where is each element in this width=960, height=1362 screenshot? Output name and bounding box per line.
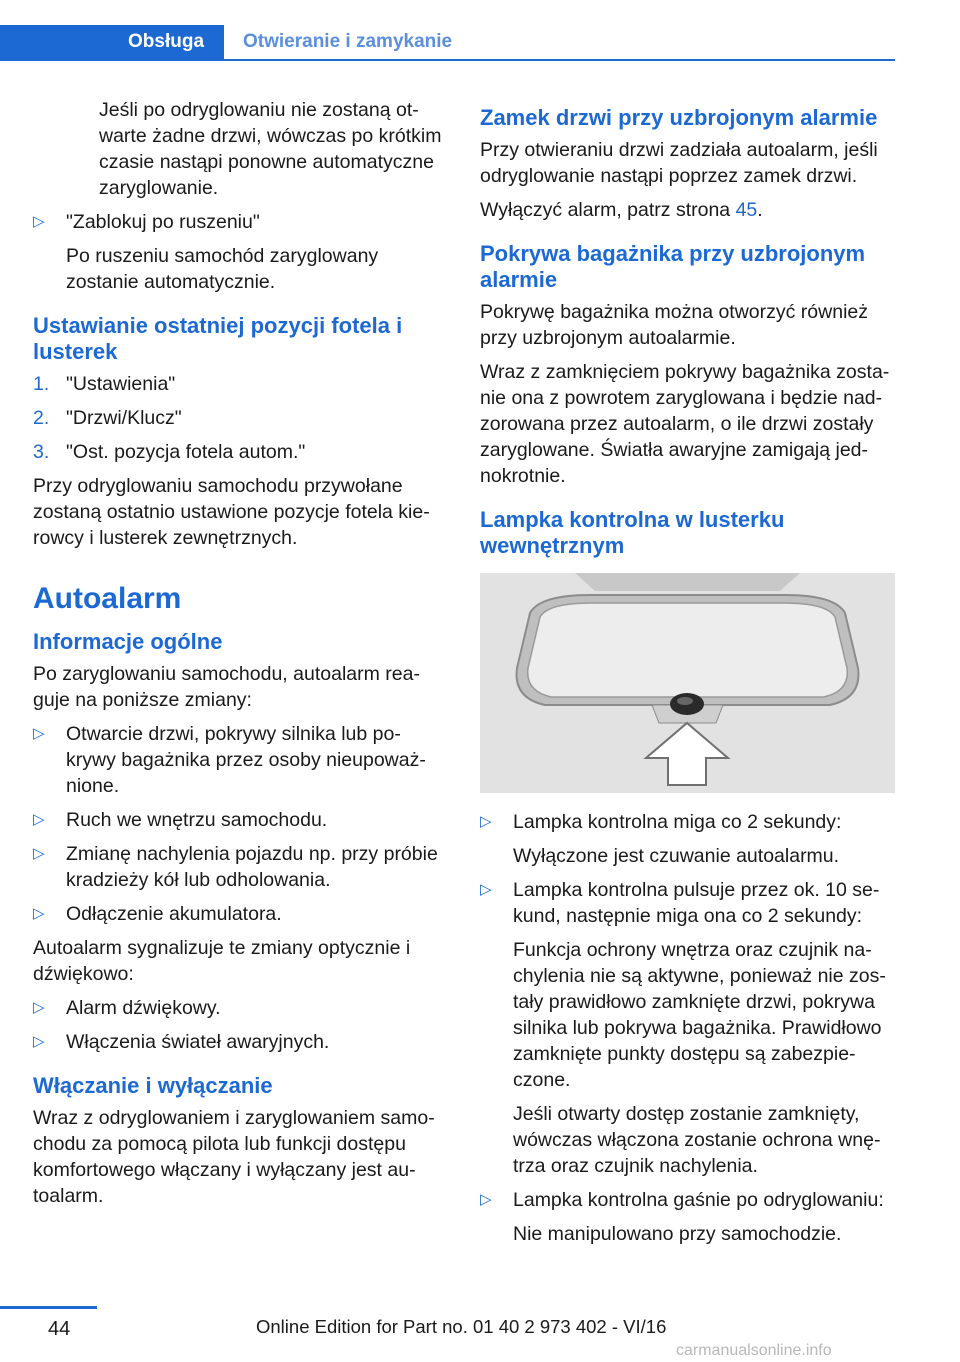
step-number: 2. <box>33 407 50 429</box>
list-item-subtext: Nie manipulowano przy samochodzie. <box>513 1223 842 1245</box>
triangle-right-icon: ▷ <box>33 999 45 1016</box>
list-item <box>33 721 448 799</box>
list-item-subtext: Wyłączone jest czuwanie autoalarmu. <box>513 845 840 867</box>
lampka-list <box>480 809 895 1247</box>
paragraph-wylaczyc <box>480 197 895 223</box>
paragraph-informacje: Po zaryglowaniu samochodu, autoalarm rea-guje na poniższe zmiany: <box>33 663 420 711</box>
section-tab-otwieranie: Otwieranie i zamykanie <box>243 31 453 52</box>
list-item <box>480 877 895 929</box>
triangle-right-icon: ▷ <box>33 845 45 862</box>
triangle-right-icon: ▷ <box>33 213 45 230</box>
right-column <box>480 97 895 1255</box>
edition-text: Online Edition for Part no. 01 40 2 973 402 - VI/16 <box>256 1316 667 1337</box>
list-item <box>33 901 448 927</box>
list-item-text: Lampka kontrolna pulsuje przez ok. 10 se-kund, następnie miga ona co 2 sekundy: <box>513 879 880 927</box>
heading-lampka: Lampka kontrolna w lusterku wewnętrznym <box>480 507 785 558</box>
step-item <box>33 405 448 431</box>
paragraph-pokrywa-2: Wraz z zamknięciem pokrywy bagażnika zosta-nie ona z powrotem zaryglowana i będzie nad-zorowana przez autoalarm, o ile drzwi zostały zaryglowane. Światła awaryjne zamigają jed-nokrotnie. <box>480 361 890 487</box>
paragraph-zamek: Przy otwieraniu drzwi zadziała autoalarm, jeśli odryglowanie nastąpi poprzez zamek drzwi. <box>480 139 878 187</box>
list-item <box>33 841 448 893</box>
triangle-right-icon: ▷ <box>480 881 492 898</box>
list-item-text: Ruch we wnętrzu samochodu. <box>66 809 328 831</box>
triangle-right-icon: ▷ <box>480 1191 492 1208</box>
step-item <box>33 371 448 397</box>
list-item <box>33 807 448 833</box>
left-column <box>33 97 448 1217</box>
changes-list <box>33 721 448 927</box>
list-item <box>480 1187 895 1213</box>
list-item-subtext: Jeśli otwarty dostęp zostanie zamknięty, wówczas włączona zostanie ochrona wnę-trza oraz czujnik nachylenia. <box>513 1103 881 1177</box>
list-item-text: Lampka kontrolna gaśnie po odryglowaniu: <box>513 1189 884 1211</box>
list-item-text: Lampka kontrolna miga co 2 sekundy: <box>513 811 842 833</box>
heading-pokrywa: Pokrywa bagażnika przy uzbrojonym alarmie <box>480 241 866 292</box>
heading-autoalarm: Autoalarm <box>33 582 182 615</box>
step-number: 3. <box>33 441 50 463</box>
step-text: "Ustawienia" <box>66 373 176 395</box>
steps-list <box>33 371 448 465</box>
paragraph-wlaczanie: Wraz z odryglowaniem i zaryglowaniem samo-chodu za pomocą pilota lub funkcji dostępu komfortowego włączany i wyłączany jest au-toalarm. <box>33 1107 435 1207</box>
paragraph-text: . <box>757 199 763 221</box>
list-item <box>33 209 448 235</box>
footer-divider <box>0 1306 97 1309</box>
watermark: carmanualsonline.info <box>676 1342 832 1359</box>
heading-ustawianie: Ustawianie ostatniej pozycji fotela i lusterek <box>33 313 403 364</box>
list-item <box>33 1029 448 1055</box>
list-item <box>480 809 895 835</box>
heading-zamek: Zamek drzwi przy uzbrojonym alarmie <box>480 105 878 130</box>
heading-informacje: Informacje ogólne <box>33 629 223 654</box>
header-divider <box>0 59 895 61</box>
paragraph-pokrywa-1: Pokrywę bagażnika można otworzyć również przy uzbrojonym autoalarmie. <box>480 301 869 349</box>
triangle-right-icon: ▷ <box>33 811 45 828</box>
list-item-subtext: Po ruszeniu samochód zaryglowany zostanie automatycznie. <box>66 245 379 293</box>
step-text: "Drzwi/Klucz" <box>66 407 182 429</box>
section-tab-obsluga: Obsługa <box>0 25 224 59</box>
list-item <box>33 995 448 1021</box>
list-item-text: Zmianę nachylenia pojazdu np. przy próbie kradzieży kół lub odholowania. <box>66 843 438 891</box>
list-item-text: Włączenia świateł awaryjnych. <box>66 1031 330 1053</box>
list-item-text: Odłączenie akumulatora. <box>66 903 282 925</box>
page-link-45[interactable]: 45 <box>735 199 758 221</box>
paragraph-text: Wyłączyć alarm, patrz strona <box>480 199 736 221</box>
list-item-text: Otwarcie drzwi, pokrywy silnika lub po-krywy bagażnika przez osoby nieupoważ-nione. <box>66 723 426 797</box>
paragraph-ustawianie: Przy odryglowaniu samochodu przywołane zostaną ostatnio ustawione pozycje fotela kie-rowcy i lusterek zewnętrznych. <box>33 475 430 549</box>
heading-wlaczanie: Włączanie i wyłączanie <box>33 1073 273 1098</box>
step-item <box>33 439 448 465</box>
triangle-right-icon: ▷ <box>33 1033 45 1050</box>
list-item-subtext: Funkcja ochrony wnętrza oraz czujnik na-chylenia nie są aktywne, ponieważ nie zos-tały prawidłowo zamknięte drzwi, pokrywa silnika lub pokrywa bagażnika. Prawidłowo zamknięte punkty dostępu są zabezpie-czone. <box>513 939 886 1091</box>
signals-list <box>33 995 448 1055</box>
intro-paragraph: Jeśli po odryglowaniu nie zostaną ot-warte żadne drzwi, wówczas po krótkim czasie nastąpi ponowne automatyczne zaryglowanie. <box>99 99 442 199</box>
list-item-text: Alarm dźwiękowy. <box>66 997 221 1019</box>
triangle-right-icon: ▷ <box>33 905 45 922</box>
step-text: "Ost. pozycja fotela autom." <box>66 441 306 463</box>
page-header <box>0 25 895 61</box>
mirror-illustration <box>480 573 895 793</box>
rearview-mirror-icon <box>480 573 895 793</box>
triangle-right-icon: ▷ <box>480 813 492 830</box>
triangle-right-icon: ▷ <box>33 725 45 742</box>
step-number: 1. <box>33 373 50 395</box>
paragraph-sygnal: Autoalarm sygnalizuje te zmiany optycznie i dźwiękowo: <box>33 937 411 985</box>
page-number: 44 <box>48 1318 71 1340</box>
list-item-text: "Zablokuj po ruszeniu" <box>66 211 260 233</box>
